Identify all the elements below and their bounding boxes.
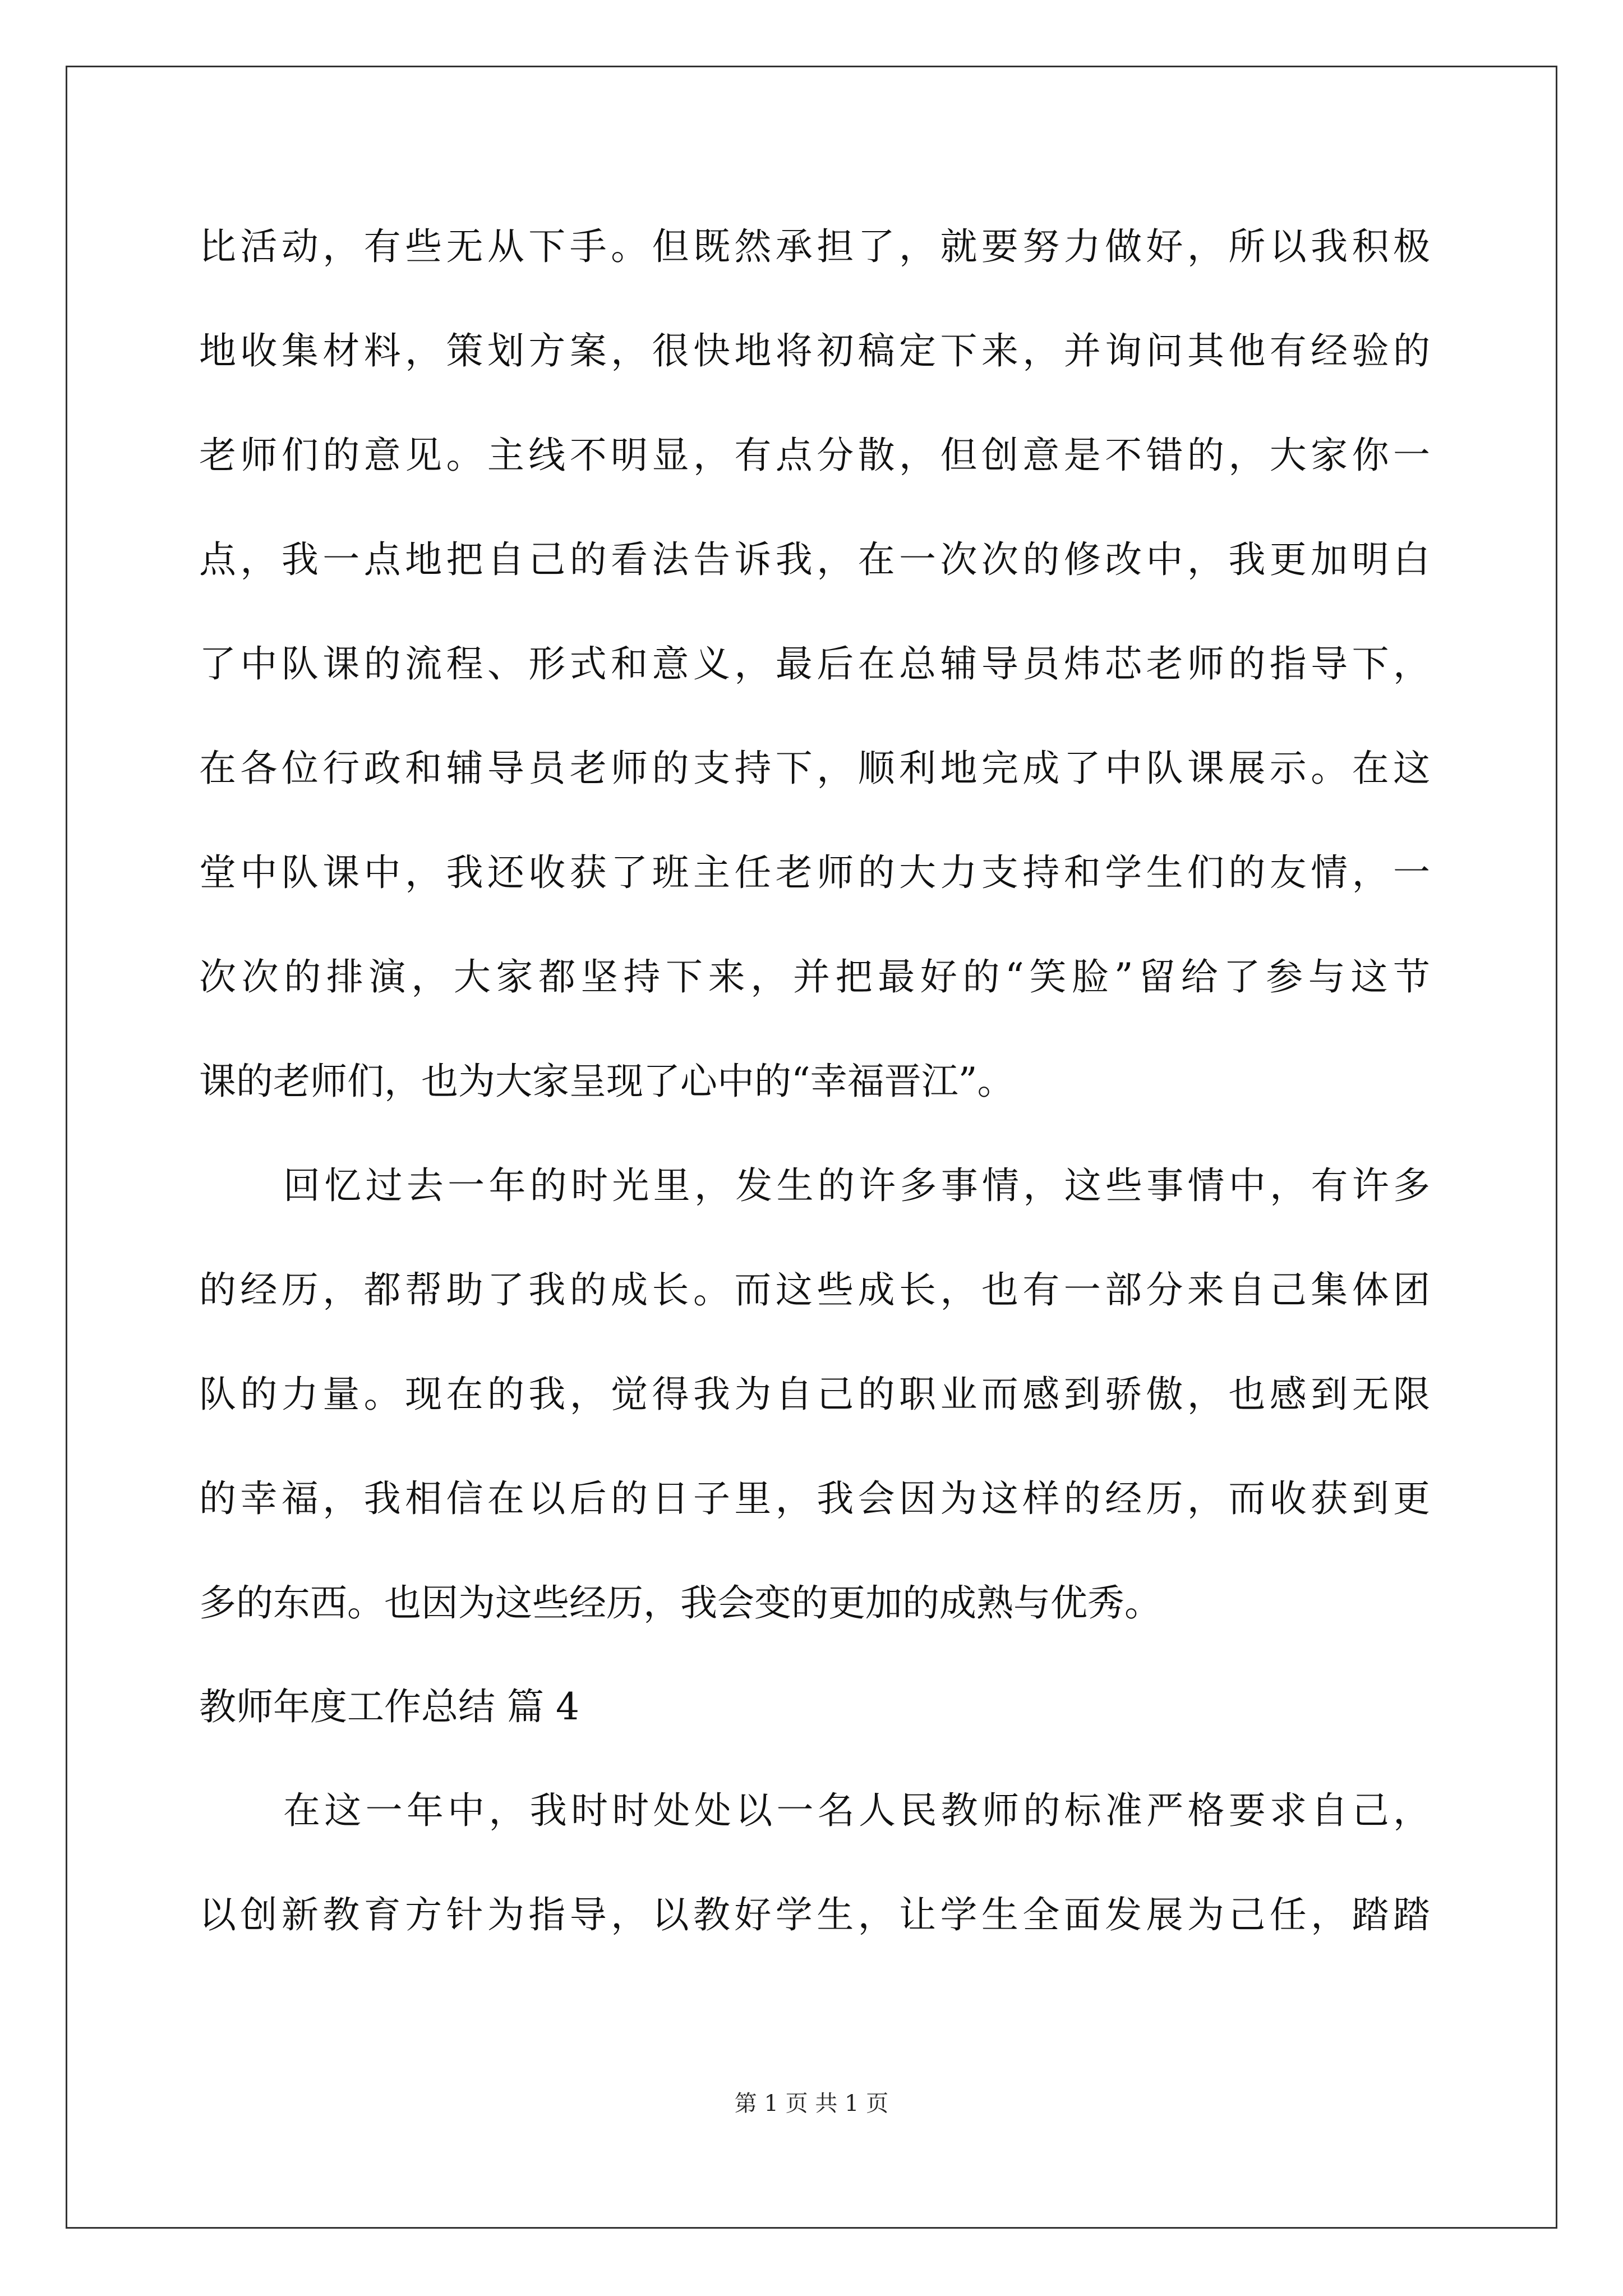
body-text-line: 地收集材料，策划方案，很快地将初稿定下来，并询问其他有经验的 [199, 329, 1430, 372]
body-text-line: 以创新教育方针为指导，以教好学生，让学生全面发展为己任，踏踏 [199, 1893, 1430, 1936]
body-text-line: 点，我一点地把自己的看法告诉我，在一次次的修改中，我更加明白 [199, 538, 1430, 581]
body-text-line: 了中队课的流程、形式和意义，最后在总辅导员炜芯老师的指导下， [199, 642, 1430, 685]
body-text-line: 的幸福，我相信在以后的日子里，我会因为这样的经历，而收获到更 [199, 1477, 1430, 1520]
body-text-line: 比活动，有些无从下手。但既然承担了，就要努力做好，所以我积极 [199, 225, 1430, 268]
body-text-line: 堂中队课中，我还收获了班主任老师的大力支持和学生们的友情，一 [199, 851, 1430, 894]
body-text-line: 队的力量。现在的我，觉得我为自己的职业而感到骄傲，也感到无限 [199, 1373, 1430, 1416]
page-footer: 第 1 页 共 1 页 [734, 2091, 889, 2116]
body-text-line: 在各位行政和辅导员老师的支持下，顺利地完成了中队课展示。在这 [199, 747, 1430, 790]
body-text-line: 次次的排演，大家都坚持下来，并把最好的“笑脸”留给了参与这节 [199, 955, 1430, 999]
body-text-line-indented: 回忆过去一年的时光里，发生的许多事情，这些事情中，有许多 [283, 1164, 1430, 1207]
body-text-line: 老师们的意见。主线不明显，有点分散，但创意是不错的，大家你一 [199, 434, 1430, 477]
body-text-line-indented: 在这一年中，我时时处处以一名人民教师的标准严格要求自己， [283, 1789, 1430, 1832]
section-heading: 教师年度工作总结 篇 4 [199, 1685, 579, 1728]
body-text-line: 课的老师们，也为大家呈现了心中的“幸福晋江”。 [199, 1060, 1015, 1103]
body-text-line: 多的东西。也因为这些经历，我会变的更加的成熟与优秀。 [199, 1581, 1161, 1625]
body-text-line: 的经历，都帮助了我的成长。而这些成长，也有一部分来自己集体团 [199, 1268, 1430, 1312]
